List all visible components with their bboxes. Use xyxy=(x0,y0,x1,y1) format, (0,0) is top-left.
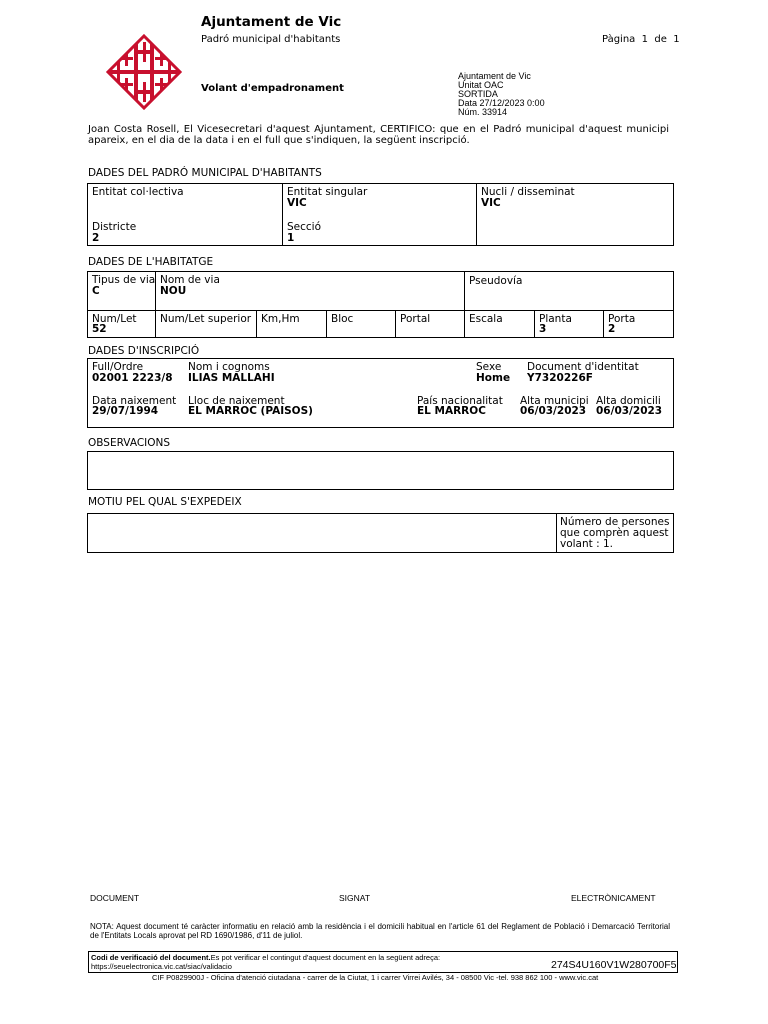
alta-domicili-label: Alta domicili xyxy=(596,395,661,407)
verification-code: 274S4U160V1W280700F5 xyxy=(551,959,677,971)
num-let-value: 52 xyxy=(92,323,107,335)
padro-section-title: DADES DEL PADRÓ MUNICIPAL D'HABITANTS xyxy=(88,167,322,179)
verification-text: Codi de verificació del document.Es pot verificar el contingut d'aquest document en la següent adreça: xyxy=(91,953,441,962)
vic-coat-of-arms-logo xyxy=(106,34,182,110)
planta-label: Planta xyxy=(539,313,572,325)
stamp-line-2: Unitat OAC xyxy=(458,80,504,90)
nom-via-value: NOU xyxy=(160,285,187,297)
observacions-box xyxy=(87,451,674,490)
sexe-value: Home xyxy=(476,372,511,384)
persones-line-3: volant : 1. xyxy=(560,538,613,550)
motiu-section-title: MOTIU PEL QUAL S'EXPEDEIX xyxy=(88,496,242,508)
habitatge-section-title: DADES DE L'HABITATGE xyxy=(88,256,214,268)
num-let-superior-label: Num/Let superior xyxy=(160,313,252,325)
nom-via-label: Nom de via xyxy=(160,274,220,286)
seccio-value: 1 xyxy=(287,232,295,244)
full-ordre-value: 02001 2223/8 xyxy=(92,372,173,384)
signature-document: DOCUMENT xyxy=(90,893,140,903)
porta-value: 2 xyxy=(608,323,616,335)
data-naixement-label: Data naixement xyxy=(92,395,177,407)
persones-line-2: que comprèn aquest xyxy=(560,527,669,539)
nom-cognoms-value: ILIAS MALLAHI xyxy=(188,372,275,384)
document-title: Volant d'empadronament xyxy=(201,83,344,94)
page-indicator: Pàgina 1 de 1 xyxy=(602,34,680,45)
districte-value: 2 xyxy=(92,232,100,244)
alta-municipi-value: 06/03/2023 xyxy=(520,405,587,417)
pseudovia-label: Pseudovía xyxy=(469,275,523,287)
inscripcio-section-title: DADES D'INSCRIPCIÓ xyxy=(88,345,200,357)
alta-domicili-value: 06/03/2023 xyxy=(596,405,663,417)
planta-value: 3 xyxy=(539,323,547,335)
verification-url[interactable]: https://seuelectronica.vic.cat/siac/validacio xyxy=(91,962,232,971)
header-subtitle: Padró municipal d'habitants xyxy=(201,34,341,45)
observacions-section-title: OBSERVACIONS xyxy=(88,437,171,449)
tipus-via-label: Tipus de via xyxy=(92,274,156,286)
entitat-collectiva-label: Entitat col·lectiva xyxy=(92,186,184,198)
nom-cognoms-label: Nom i cognoms xyxy=(188,361,270,373)
escala-label: Escala xyxy=(469,313,503,325)
alta-municipi-label: Alta municipi xyxy=(520,395,589,407)
stamp-line-1: Ajuntament de Vic xyxy=(458,71,531,81)
tipus-via-value: C xyxy=(92,285,100,297)
seccio-label: Secció xyxy=(287,221,322,233)
full-ordre-label: Full/Ordre xyxy=(92,361,144,373)
document-identitat-value: Y7320226F xyxy=(527,372,593,384)
bloc-label: Bloc xyxy=(331,313,354,325)
sexe-label: Sexe xyxy=(476,361,502,373)
districte-label: Districte xyxy=(92,221,137,233)
porta-label: Porta xyxy=(608,313,636,325)
portal-label: Portal xyxy=(400,313,431,325)
num-let-label: Num/Let xyxy=(92,313,137,325)
signature-signat: SIGNAT xyxy=(339,893,371,903)
lloc-naixement-label: Lloc de naixement xyxy=(188,395,285,407)
nucli-label: Nucli / disseminat xyxy=(481,186,575,198)
legal-note: NOTA: Aquest document té caràcter informatiu en relació amb la residència i el domicili habitual en l'article 61 del Reglament de Població i Demarcació Territorial de l'Entitats Locals aprovat pel RD 1690/1986, d'11 de juliol. xyxy=(90,922,670,940)
nucli-value: VIC xyxy=(481,197,501,209)
stamp-line-3: SORTIDA xyxy=(458,89,498,99)
pais-nacionalitat-value: EL MARROC xyxy=(417,405,486,417)
stamp-line-4: Data 27/12/2023 0:00 xyxy=(458,98,545,108)
pais-nacionalitat-label: País nacionalitat xyxy=(417,395,503,407)
entitat-singular-label: Entitat singular xyxy=(287,186,368,198)
data-naixement-value: 29/07/1994 xyxy=(92,405,159,417)
lloc-naixement-value: EL MARROC (PAISOS) xyxy=(188,405,313,417)
stamp-line-5: Núm. 33914 xyxy=(458,107,508,117)
document-identitat-label: Document d'identitat xyxy=(527,361,639,373)
km-hm-label: Km,Hm xyxy=(261,313,300,325)
persones-line-1: Número de persones xyxy=(560,516,670,528)
signature-electronicament: ELECTRÒNICAMENT xyxy=(571,893,656,903)
certificate-text: Joan Costa Rosell, El Vicesecretari d'aquest Ajuntament, CERTIFICO: que en el Padró municipal d'aquest municipi apareix, en el dia de la data i en el full que s'indiquen, la següent inscripció. xyxy=(88,124,669,146)
cif-contact-line: CIF P0829900J - Oficina d'atenció ciutadana - carrer de la Ciutat, 1 i carrer Virrei Avilés, 34 - 08500 Vic -tel. 938 862 100 - www.vic.cat xyxy=(152,973,599,982)
entitat-singular-value: VIC xyxy=(287,197,307,209)
org-name: Ajuntament de Vic xyxy=(201,14,342,30)
